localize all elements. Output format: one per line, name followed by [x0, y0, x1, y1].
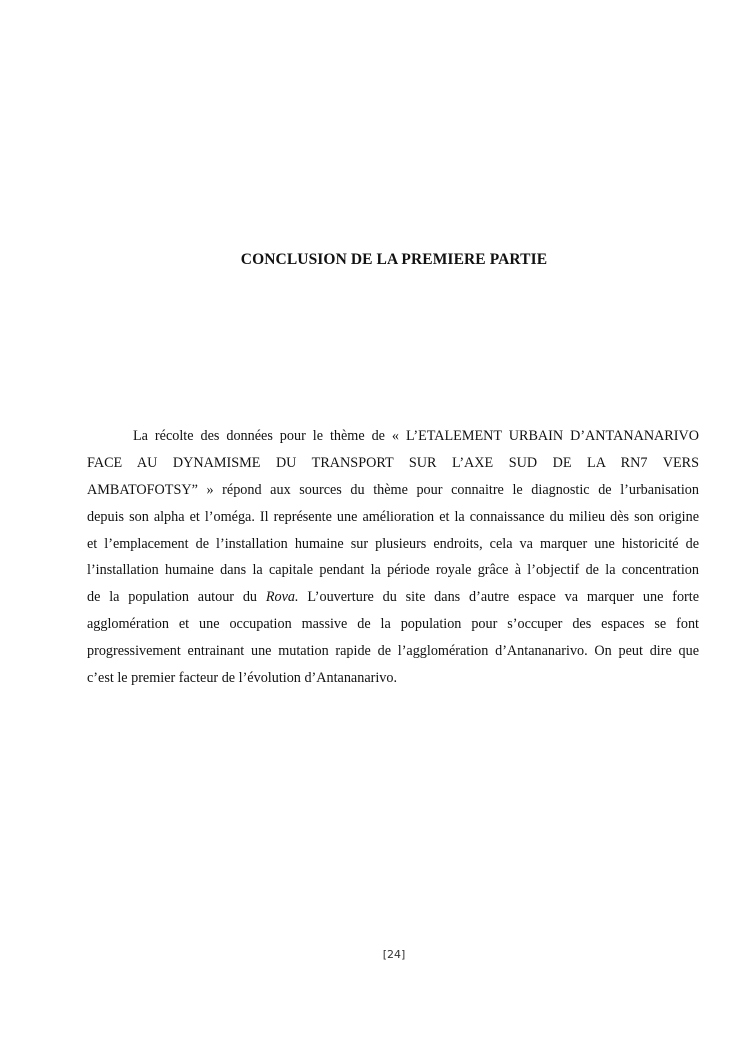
paragraph-line-mixed [87, 584, 699, 611]
paragraph-line: FACE AU DYNAMISME DU TRANSPORT SUR L’AXE SUD DE LA RN7 VERS [87, 454, 699, 471]
paragraph-line: AMBATOFOTSY” » répond aux sources du thème pour connaitre le diagnostic de l’urbanisation [87, 481, 699, 498]
paragraph-line: La récolte des données pour le thème de « L’ETALEMENT URBAIN D’ANTANANARIVO [133, 428, 699, 444]
rova-italic-text: Rova. [265, 589, 299, 606]
paragraph-line: et l’emplacement de l’installation humaine sur plusieurs endroits, cela va marquer une historicité de [87, 535, 699, 552]
paragraph-text: L’ouverture du site dans d’autre espace va marquer une forte [307, 589, 700, 606]
paragraph-line: depuis son alpha et l’oméga. Il représente une amélioration et la connaissance du milieu dès son origine [87, 508, 699, 525]
paragraph-line: c’est le premier facteur de l’évolution d’Antananarivo. [87, 670, 398, 687]
conclusion-paragraph [87, 423, 699, 692]
paragraph-line: progressivement entrainant une mutation rapide de l’agglomération d’Antananarivo. On peut dire que [87, 643, 699, 660]
page-title: CONCLUSION DE LA PREMIERE PARTIE [240, 251, 548, 268]
paragraph-line: agglomération et une occupation massive de la population pour s’occuper des espaces se font [87, 616, 699, 633]
paragraph-line: l’installation humaine dans la capitale pendant la période royale grâce à l’objectif de la concentration [87, 562, 699, 579]
page-number: [24] [382, 948, 406, 961]
paragraph-text: de la population autour du [87, 589, 258, 606]
